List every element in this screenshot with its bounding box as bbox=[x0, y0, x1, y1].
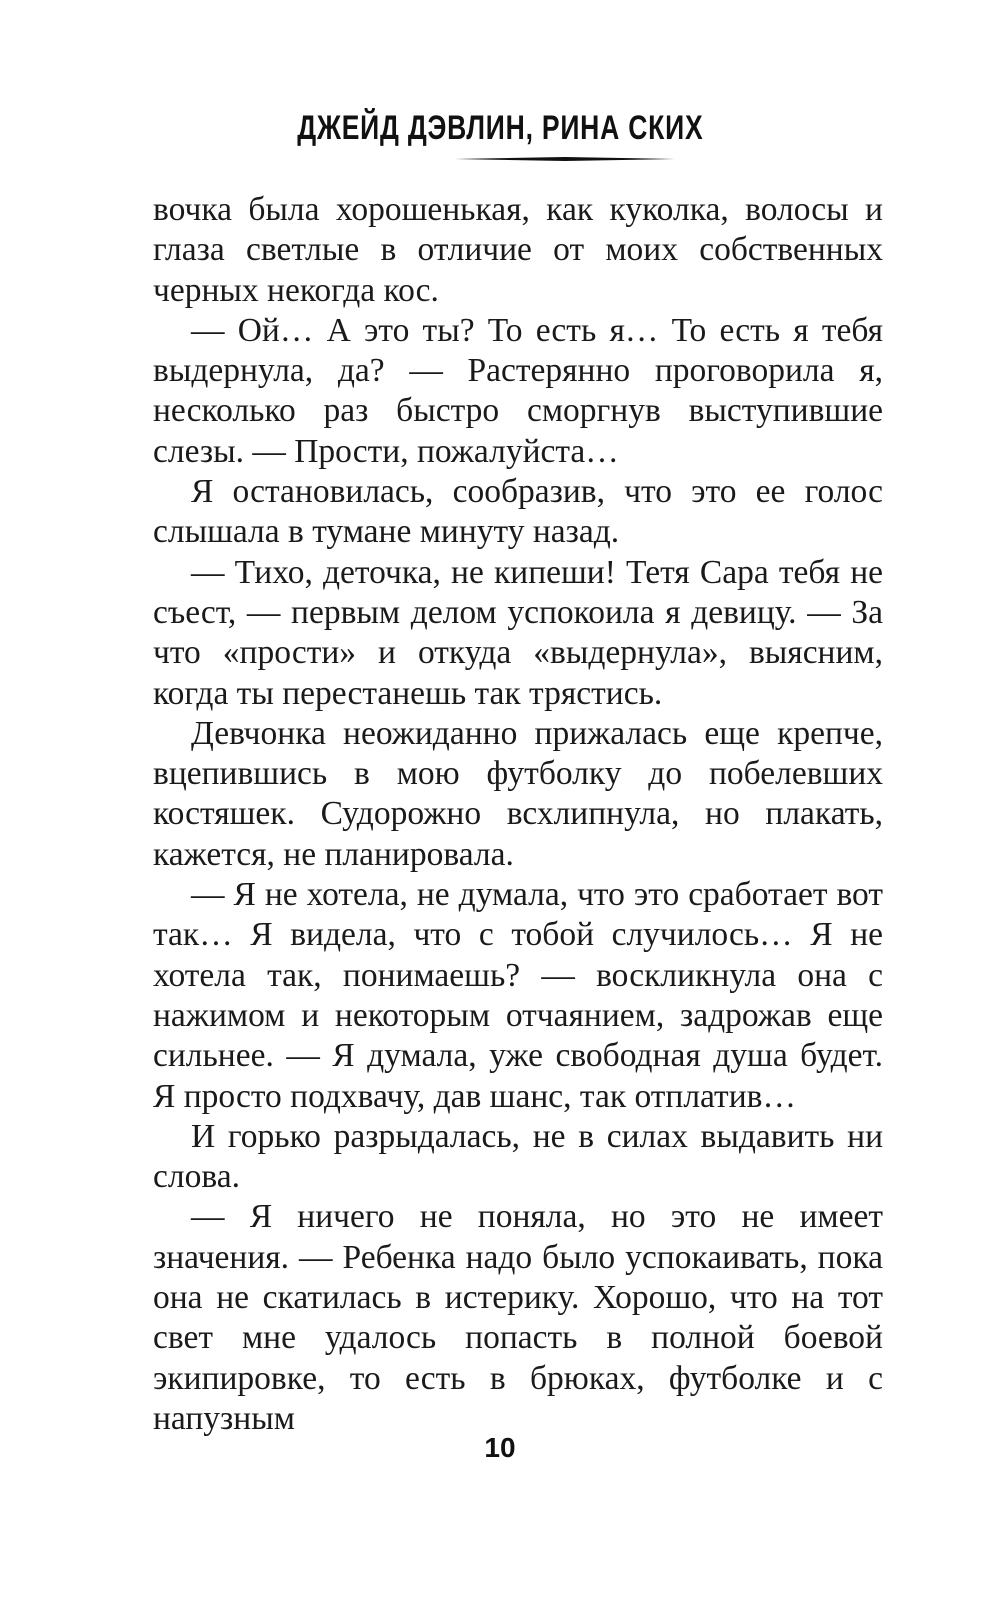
body-text bbox=[153, 190, 883, 1439]
running-header bbox=[0, 108, 1000, 148]
header-underline-ornament bbox=[455, 156, 675, 162]
paragraph: вочка была хорошенькая, как куколка, волосы и глаза светлые в отличие от моих собственных черных некогда кос. bbox=[153, 191, 883, 309]
page-number: 10 bbox=[484, 1432, 516, 1463]
paragraph: — Ой… А это ты? То есть я… То есть я тебя выдернула, да? — Растерянно проговорила я, несколько раз быстро сморгнув выступившие слезы. — Прости, пожалуйста… bbox=[153, 311, 883, 470]
paragraph: Я остановилась, сообразив, что это ее голос слышала в тумане минуту назад. bbox=[153, 473, 883, 551]
paragraph: И горько разрыдалась, не в силах выдавить ни слова. bbox=[153, 1117, 883, 1196]
author-names: ДЖЕЙД ДЭВЛИН, РИНА СКИХ bbox=[296, 109, 704, 147]
paragraph: — Тихо, деточка, не кипеши! Тетя Сара тебя не съест, — первым делом успокоила я девицу. — За что «прости» и откуда «выдернула», выясним, когда ты перестанешь так трястись. bbox=[153, 553, 883, 712]
paragraph: Девчонка неожиданно прижалась еще крепче, вцепившись в мою футболку до побелевших костяшек. Судорожно всхлипнула, но плакать, кажется, не планировала. bbox=[153, 714, 883, 873]
paragraph: — Я не хотела, не думала, что это сработает вот так… Я видела, что с тобой случилось… Я не хотела так, понимаешь? — воскликнула она с нажимом и некоторым отчаянием, задрожав еще сильнее. — Я думала, уже свободная душа будет. Я просто подхвачу, дав шанс, так отплатив… bbox=[153, 876, 883, 1115]
paragraph: — Я ничего не поняла, но это не имеет значения. — Ребенка надо было успокаивать, пока она не скатилась в истерику. Хорошо, что на тот свет мне удалось попасть в полной боевой экипировке, то есть в брюках, футболке и с напузным bbox=[153, 1198, 883, 1437]
